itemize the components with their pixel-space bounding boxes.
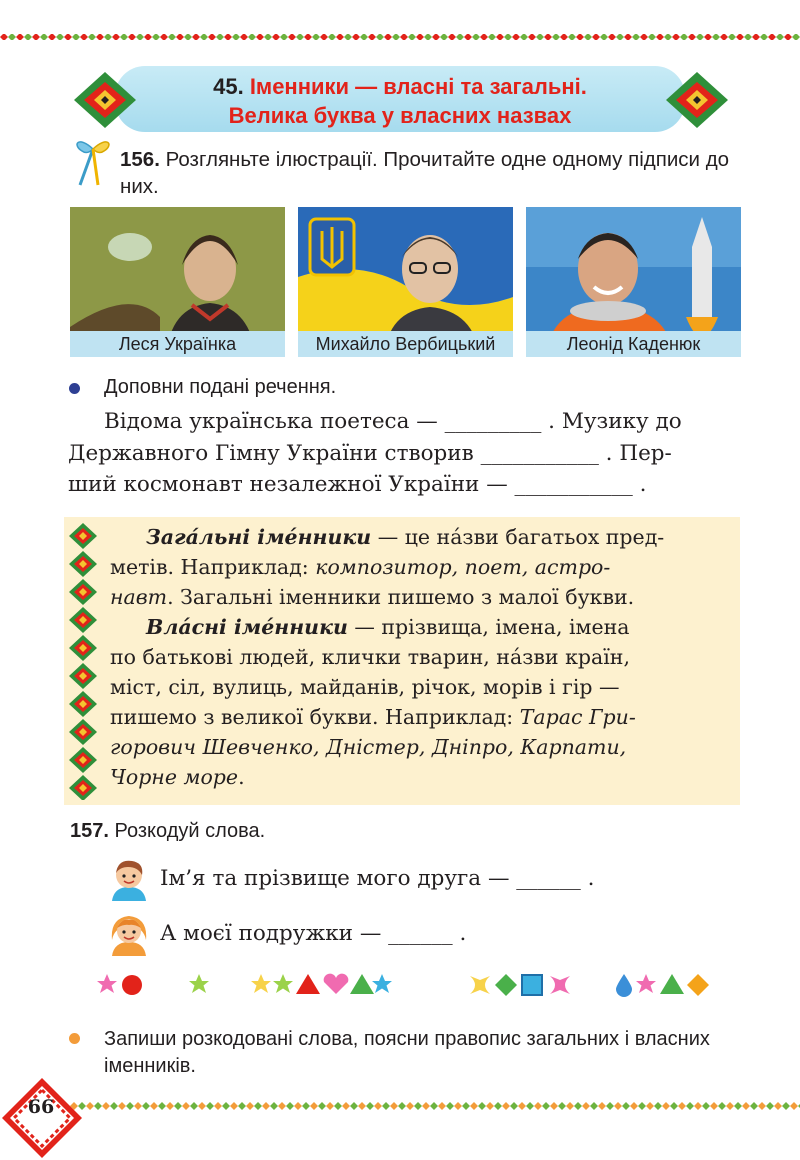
lesson-number: 45. — [213, 74, 244, 99]
fill-in-sentences — [68, 406, 740, 501]
exercise-157 — [70, 820, 265, 843]
rule-fragment: — це нáзви багатьох пред- — [371, 525, 665, 549]
rule-fragment: метів. Наприклад: — [110, 555, 316, 579]
rule-example: Чорне море — [110, 765, 239, 789]
term-proper-nouns: Влáсні імéнники — [146, 615, 348, 639]
task-write-decoded-words: Запиши розкодовані слова, поясни правопис загальних і власних іменників. — [104, 1028, 710, 1077]
girl-icon — [108, 912, 150, 956]
term-common-nouns: Зага́льні імéнники — [146, 525, 372, 549]
lesson-title-line1: Іменники — власні та загальні. — [249, 74, 587, 99]
rule-example: навт — [110, 585, 168, 609]
rule-fragment: пишемо з великої букви. Наприклад: — [110, 705, 520, 729]
code-group-3-icon — [468, 972, 584, 998]
rule-fragment: міст, сіл, вулиць, майданів, річок, морів і гір — — [110, 675, 620, 699]
embroidery-border-icon — [66, 522, 100, 800]
rule-fragment: . Загальні іменники пишемо з малої букви. — [167, 585, 635, 609]
task-complete-sentences: Доповни подані речення. — [104, 376, 337, 398]
bullet-dot-icon — [69, 1033, 80, 1044]
bottom-decorative-border — [70, 1101, 800, 1111]
exercise-157-number: 157. — [70, 820, 109, 842]
photo-caption: Леонід Каденюк — [526, 331, 741, 357]
page-number: 66 — [27, 1096, 55, 1118]
rule-example: Тарас Гри- — [519, 705, 636, 729]
rule-example: композитор, поет, астро- — [315, 555, 611, 579]
sentence-line: Відома українська поетеса — _________ . Музику до — [104, 409, 682, 434]
rule-fragment: по батькові людей, клички тварин, нáзви країн, — [110, 645, 630, 669]
photo-lesya-ukrainka — [70, 207, 285, 357]
photo-mykhailo-verbytskyi — [298, 207, 513, 357]
sentence-line: ший космонавт незалежної України — ___________ . — [68, 472, 647, 497]
rule-fragment: — прізвища, імена, імена — [347, 615, 630, 639]
rule-text — [110, 522, 730, 792]
code-group-2-icon — [250, 972, 392, 998]
exercise-156-instruction: Розгляньте ілюстрації. Прочитайте одне одному підписи до них. — [120, 148, 730, 198]
exercise-156 — [120, 146, 740, 200]
exercise-157-instruction: Розкодуй слова. — [114, 820, 266, 842]
boy-icon — [108, 857, 150, 901]
rule-example: горович Шевченко, Дністер, Дніпро, Карпати, — [110, 735, 627, 759]
page-number-ornament-icon — [0, 1076, 84, 1160]
bullet-dot-icon — [69, 383, 80, 394]
code-group-1-icon — [96, 972, 212, 998]
girl-sentence: А моєї подружки — ______ . — [160, 921, 467, 946]
photo-leonid-kadeniuk — [526, 207, 741, 357]
exercise-156-number: 156. — [120, 148, 160, 171]
top-decorative-border — [0, 33, 800, 41]
boy-sentence: Ім’я та прізвище мого друга — ______ . — [160, 866, 595, 891]
code-group-4-icon — [614, 972, 710, 998]
sentence-line: Державного Гімну України створив ___________ . Пер- — [68, 440, 672, 466]
rule-fragment: . — [238, 765, 245, 789]
lesson-title-line2: Велика буква у власних назвах — [228, 103, 572, 128]
lesson-title — [115, 72, 685, 130]
ribbon-icon — [68, 135, 118, 187]
photo-caption: Леся Українка — [70, 331, 285, 357]
photo-caption: Михайло Вербицький — [298, 331, 513, 357]
